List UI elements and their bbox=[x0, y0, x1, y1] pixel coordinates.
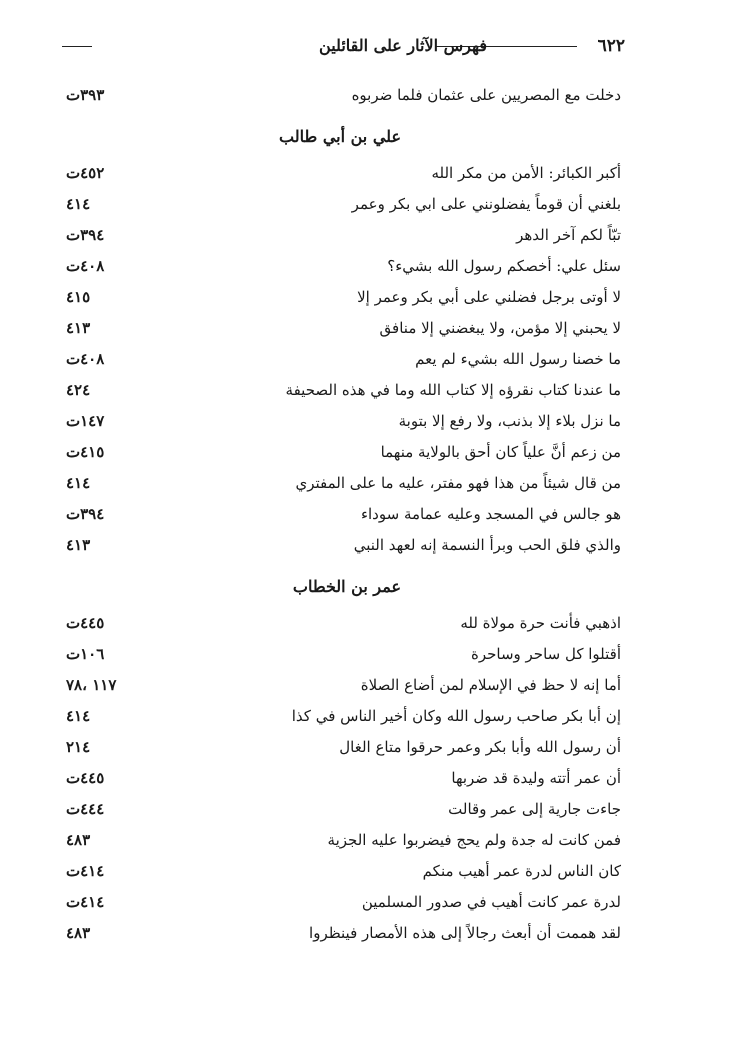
entry-text: أكبر الكبائر: الأمن من مكر الله bbox=[431, 164, 621, 182]
entry-page-ref: ٤١٤ bbox=[66, 707, 91, 725]
index-entry bbox=[66, 701, 621, 732]
index-entry bbox=[66, 608, 621, 639]
entry-text: سئل علي: أخصكم رسول الله بشيء؟ bbox=[387, 257, 621, 275]
entry-page-ref: ٤١٥ت bbox=[66, 443, 105, 461]
page-number: ٦٢٢ bbox=[597, 36, 625, 56]
entry-text: كان الناس لدرة عمر أهيب منكم bbox=[422, 862, 621, 880]
index-entry bbox=[66, 375, 621, 406]
entry-page-ref: ١٠٦ت bbox=[66, 645, 105, 663]
entry-text: أن عمر أتته وليدة قد ضربها bbox=[451, 769, 621, 787]
entry-text: إن أبا بكر صاحب رسول الله وكان أخير الناس في كذا bbox=[291, 707, 621, 725]
section-heading bbox=[66, 561, 621, 608]
entry-page-ref: ٤٠٨ت bbox=[66, 350, 105, 368]
entry-text: هو جالس في المسجد وعليه عمامة سوداء bbox=[360, 505, 621, 523]
entry-text: لا يحبني إلا مؤمن، ولا يبغضني إلا منافق bbox=[379, 319, 621, 337]
entry-page-ref: ٣٩٣ت bbox=[66, 86, 105, 104]
entry-page-ref: ٤١٣ bbox=[66, 319, 91, 337]
index-entry bbox=[66, 220, 621, 251]
index-entry bbox=[66, 344, 621, 375]
entry-page-ref: ٤٤٤ت bbox=[66, 800, 105, 818]
entry-text: تبّاً لكم آخر الدهر bbox=[516, 226, 621, 244]
index-entry bbox=[66, 158, 621, 189]
index-entry bbox=[66, 80, 621, 111]
index-entry bbox=[66, 732, 621, 763]
entry-page-ref: ١٤٧ت bbox=[66, 412, 105, 430]
index-entry bbox=[66, 794, 621, 825]
entry-text: لا أوتى برجل فضلني على أبي بكر وعمر إلا bbox=[357, 288, 621, 306]
index-entry bbox=[66, 530, 621, 561]
index-entry bbox=[66, 313, 621, 344]
running-header bbox=[62, 32, 625, 60]
entry-text: من قال شيئاً من هذا فهو مفتر، عليه ما على المفتري bbox=[295, 474, 621, 492]
index-entry bbox=[66, 282, 621, 313]
entry-page-ref: ٤١٤ت bbox=[66, 893, 105, 911]
entry-page-ref: ٤١٤ت bbox=[66, 862, 105, 880]
entry-text: أما إنه لا حظ في الإسلام لمن أضاع الصلاة bbox=[360, 676, 621, 694]
section-heading-text: علي بن أبي طالب bbox=[279, 127, 401, 146]
entry-page-ref: ٣٩٤ت bbox=[66, 226, 105, 244]
entry-page-ref: ٣٩٤ت bbox=[66, 505, 105, 523]
entry-text: بلغني أن قوماً يفضلونني على ابي بكر وعمر bbox=[351, 195, 621, 213]
entry-page-ref: ٤٢٤ bbox=[66, 381, 91, 399]
entry-text: من زعم أنَّ علياً كان أحق بالولاية منهما bbox=[380, 443, 621, 461]
entry-text: ما عندنا كتاب نقرؤه إلا كتاب الله وما في هذه الصحيفة bbox=[285, 381, 621, 399]
index-entry bbox=[66, 856, 621, 887]
entry-page-ref: ٤٤٥ت bbox=[66, 614, 105, 632]
index-entry bbox=[66, 499, 621, 530]
index-entry bbox=[66, 887, 621, 918]
entry-page-ref: ٤٨٣ bbox=[66, 924, 91, 942]
entry-text: دخلت مع المصريين على عثمان فلما ضربوه bbox=[351, 86, 621, 104]
index-entry bbox=[66, 437, 621, 468]
entry-text: أن رسول الله وأبا بكر وعمر حرقوا متاع الغال bbox=[339, 738, 621, 756]
entry-text: اذهبي فأنت حرة مولاة لله bbox=[460, 614, 621, 632]
entry-text: جاءت جارية إلى عمر وقالت bbox=[448, 800, 621, 818]
entry-page-ref: ٤٨٣ bbox=[66, 831, 91, 849]
index-entry bbox=[66, 918, 621, 949]
entry-text: لدرة عمر كانت أهيب في صدور المسلمين bbox=[361, 893, 621, 911]
entry-page-ref: ٤٠٨ت bbox=[66, 257, 105, 275]
index-entry bbox=[66, 468, 621, 499]
index-entry bbox=[66, 825, 621, 856]
entry-text: ما نزل بلاء إلا بذنب، ولا رفع إلا بتوبة bbox=[398, 412, 621, 430]
entry-text: والذي فلق الحب وبرأ النسمة إنه لعهد النبي bbox=[353, 536, 621, 554]
header-rule-end bbox=[62, 46, 92, 47]
entry-page-ref: ٤٤٥ت bbox=[66, 769, 105, 787]
entry-text: ما خصنا رسول الله بشيء لم يعم bbox=[415, 350, 621, 368]
entry-page-ref: ٤١٥ bbox=[66, 288, 91, 306]
index-entry bbox=[66, 406, 621, 437]
entry-page-ref: ٤١٤ bbox=[66, 474, 91, 492]
index-entry bbox=[66, 763, 621, 794]
index-entry bbox=[66, 639, 621, 670]
entry-text: أقتلوا كل ساحر وساحرة bbox=[470, 645, 621, 663]
section-heading-text: عمر بن الخطاب bbox=[292, 577, 401, 596]
entry-page-ref: ٤٥٢ت bbox=[66, 164, 105, 182]
index-list bbox=[66, 80, 621, 949]
entry-page-ref: ٢١٤ bbox=[66, 738, 91, 756]
section-heading bbox=[66, 111, 621, 158]
running-title: فهرس الآثار على القائلين bbox=[319, 36, 487, 55]
index-entry bbox=[66, 670, 621, 701]
entry-text: فمن كانت له جدة ولم يحج فيضربوا عليه الجزية bbox=[327, 831, 621, 849]
entry-page-ref: ٤١٤ bbox=[66, 195, 91, 213]
entry-page-ref: ١١٧ ،٧٨ bbox=[66, 676, 117, 694]
entry-page-ref: ٤١٣ bbox=[66, 536, 91, 554]
index-entry bbox=[66, 189, 621, 220]
index-entry bbox=[66, 251, 621, 282]
entry-text: لقد هممت أن أبعث رجالاً إلى هذه الأمصار فينظروا bbox=[309, 924, 621, 942]
